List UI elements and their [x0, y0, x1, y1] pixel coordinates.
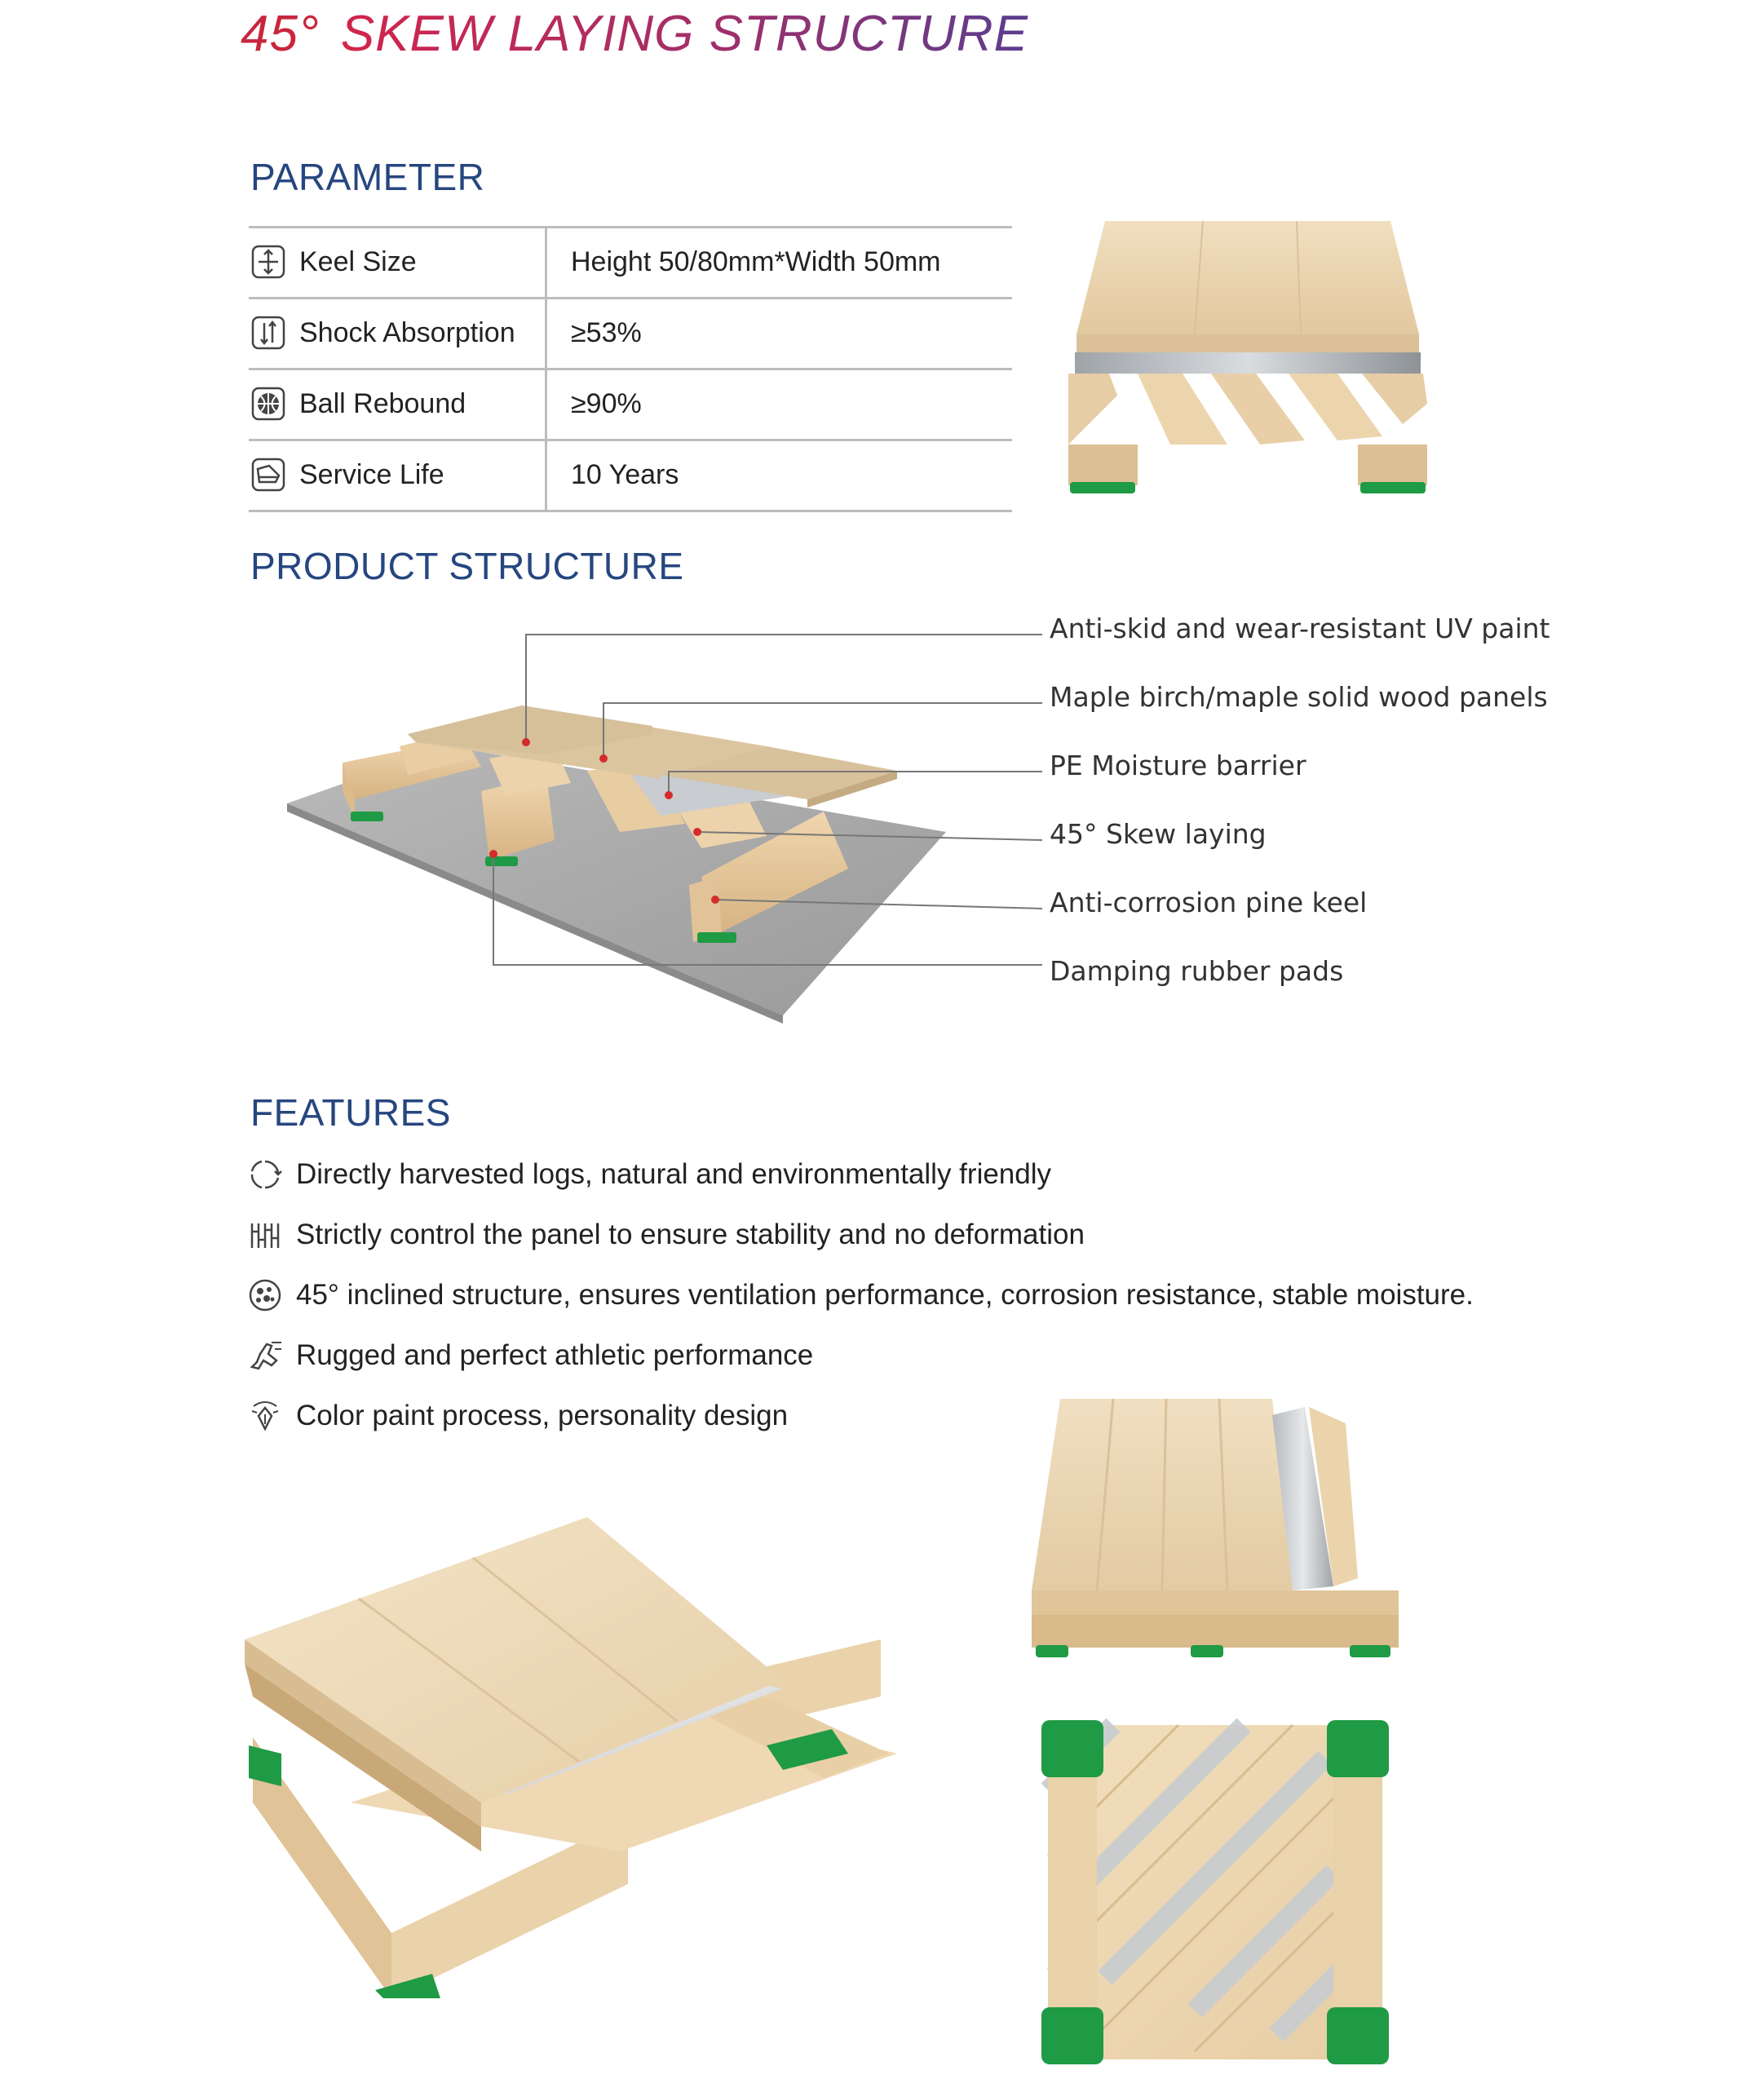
shock-absorption-icon [251, 316, 285, 350]
parameter-label: Ball Rebound [299, 388, 466, 419]
feature-item [247, 1212, 1552, 1261]
feature-text: Color paint process, personality design [296, 1400, 789, 1431]
parameter-value: ≥90% [571, 388, 642, 419]
parameter-value: Height 50/80mm*Width 50mm [571, 246, 941, 277]
paint-brush-icon [247, 1398, 283, 1434]
callout-skew-laying: 45° Skew laying [1050, 818, 1267, 850]
feature-item [247, 1272, 1552, 1321]
ball-rebound-icon [251, 387, 285, 421]
floor-sample-image-top [1060, 216, 1435, 502]
parameter-label: Shock Absorption [299, 317, 515, 348]
parameter-row-keel-size [249, 226, 1012, 299]
callout-uv-paint: Anti-skid and wear-resistant UV paint [1050, 613, 1550, 644]
parameter-heading: PARAMETER [250, 156, 485, 198]
parameter-value: ≥53% [571, 317, 642, 348]
structure-diagram [277, 624, 1044, 1032]
callout-rubber-pads: Damping rubber pads [1050, 955, 1344, 987]
feature-text: Directly harvested logs, natural and environmentally friendly [296, 1158, 1052, 1190]
product-structure-heading: PRODUCT STRUCTURE [250, 545, 684, 587]
features-heading: FEATURES [250, 1091, 451, 1134]
parameter-label: Service Life [299, 459, 444, 490]
floor-sample-image-large [245, 1509, 897, 1998]
title-degree: 45° [241, 6, 320, 62]
feature-item [247, 1333, 1552, 1382]
recycle-icon [247, 1157, 283, 1192]
title-text: SKEW LAYING STRUCTURE [340, 6, 1028, 62]
keel-size-icon [251, 245, 285, 279]
callout-pine-keel: Anti-corrosion pine keel [1050, 887, 1368, 918]
callout-wood-panels: Maple birch/maple solid wood panels [1050, 681, 1548, 713]
callout-moisture-barrier: PE Moisture barrier [1050, 750, 1306, 781]
service-life-icon [251, 458, 285, 492]
ventilation-icon [247, 1277, 283, 1313]
feature-text: Rugged and perfect athletic performance [296, 1339, 814, 1371]
page-title [241, 5, 1028, 63]
feature-text: Strictly control the panel to ensure stability and no deformation [296, 1219, 1085, 1250]
feature-item [247, 1152, 1552, 1201]
parameter-row-service-life [249, 441, 1012, 512]
parameter-row-ball-rebound [249, 370, 1012, 441]
feature-text: 45° inclined structure, ensures ventilation performance, corrosion resistance, stable moisture. [296, 1279, 1474, 1311]
floor-sample-image-top-view [1032, 1709, 1399, 2076]
parameter-row-shock-absorption [249, 299, 1012, 370]
running-shoe-icon [247, 1338, 283, 1374]
floor-sample-image-side [1023, 1391, 1407, 1668]
parameter-value: 10 Years [571, 459, 679, 490]
parameter-label: Keel Size [299, 246, 417, 277]
parameter-table [249, 226, 1012, 512]
panel-grid-icon [247, 1217, 283, 1253]
